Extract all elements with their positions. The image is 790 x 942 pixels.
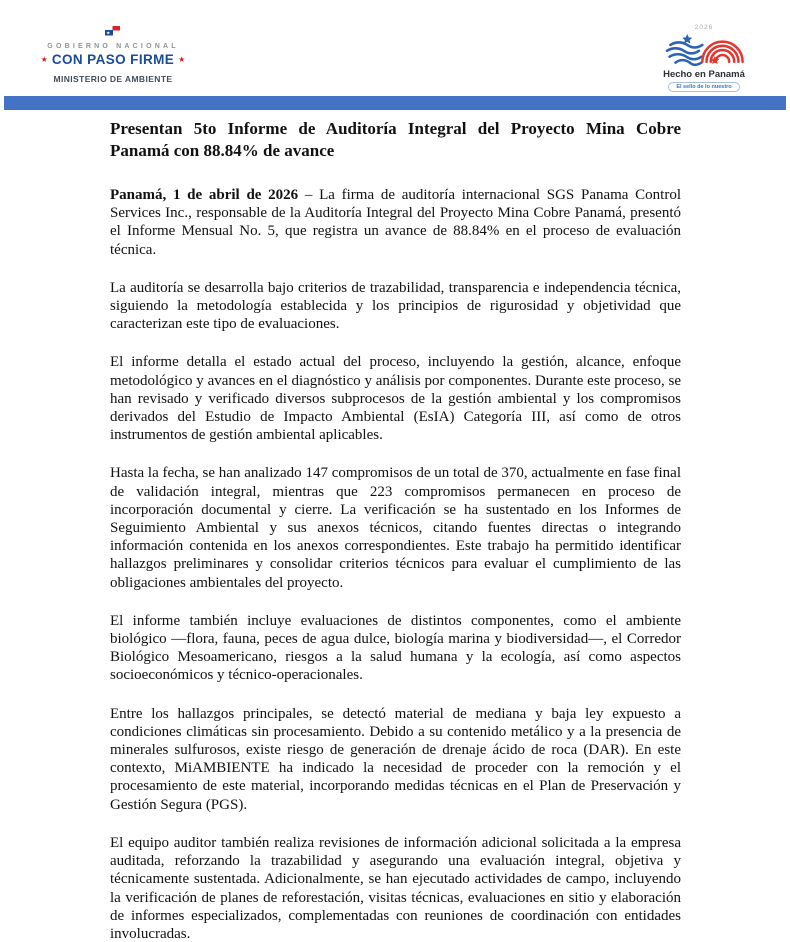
hecho-year-label: 2026 bbox=[694, 24, 714, 31]
ministerio-ambiente-text: MINISTERIO DE AMBIENTE bbox=[53, 74, 173, 84]
hecho-tagline-badge: El sello de lo nuestro bbox=[668, 82, 739, 92]
document-body bbox=[110, 118, 681, 942]
star-icon: ★ bbox=[178, 54, 186, 64]
gobierno-nacional-text: GOBIERNO NACIONAL bbox=[47, 43, 179, 50]
hecho-en-panama-logo bbox=[652, 24, 756, 92]
star-icon: ★ bbox=[40, 54, 48, 64]
hecho-en-panama-label: Hecho en Panamá bbox=[663, 69, 745, 80]
body-paragraph: El informe detalla el estado actual del proceso, incluyendo la gestión, alcance, enfoque metodológico y avances en el diagnóstico y análisis por componentes. Durante este proceso, se han revisado y verificado diversos subprocesos de la gestión ambiental y los compromisos derivados del Estudio de Impacto Ambiental (EsIA) Categoría III, así como de otros instrumentos de gestión ambiental aplicables. bbox=[110, 354, 681, 444]
con-paso-firme-text bbox=[41, 52, 186, 67]
header-divider-bar bbox=[4, 96, 786, 110]
panama-flag-icon bbox=[105, 26, 121, 37]
dateline: Panamá, 1 de abril de 2026 bbox=[110, 187, 299, 203]
paragraph-text: – La firma de auditoría internacional SGS Panama Control Services Inc., responsable de la Auditoría Integral del Proyecto Mina Cobre Panamá, presentó el Informe Mensual No. 5, que registra un avance de 88.84% en el proceso de evaluación técnica. bbox=[110, 187, 682, 258]
body-paragraph: La auditoría se desarrolla bajo criterios de trazabilidad, transparencia e independencia técnica, siguiendo la metodología establecida y los principios de rigurosidad y objetividad que caracterizan este tipo de evaluaciones. bbox=[110, 279, 681, 333]
body-paragraph: El equipo auditor también realiza revisiones de información adicional solicitada a la empresa auditada, reforzando la trazabilidad y asegurando una evaluación integral, objetiva y técnicamente sustentada. Adicionalmente, se han ejecutado actividades de campo, incluyendo la verificación de planes de reforestación, visitas técnicas, evaluaciones en sitio y elaboración de informes especializados, complementadas con reuniones de coordinación con entidades involucradas. bbox=[110, 834, 681, 942]
gobierno-nacional-logo bbox=[40, 26, 186, 84]
body-paragraph: Hasta la fecha, se han analizado 147 compromisos de un total de 370, actualmente en fase final de validación integral, mientras que 223 compromisos permanecen en proceso de incorporación documental y cierre. La verificación se ha sustentado en los Informes de Seguimiento Ambiental y sus anexos técnicos, citando fuentes directas o integrando información contenida en los anexos correspondientes. Este trabajo ha permitido identificar hallazgos preliminares y consolidar criterios técnicos para evaluar el cumplimiento de las obligaciones ambientales del proyecto. bbox=[110, 465, 681, 591]
page-title: Presentan 5to Informe de Auditoría Integral del Proyecto Mina Cobre Panamá con 88.84% de avance bbox=[110, 119, 681, 160]
body-paragraph: Entre los hallazgos principales, se detectó material de mediana y baja ley expuesto a condiciones climáticas sin procesamiento. Debido a su contenido metálico y a la presencia de minerales sulfurosos, existe riesgo de generación de drenaje ácido de roca (DAR). En este contexto, MiAMBIENTE ha indicado la necesidad de proceder con la remoción y el procesamiento de este material, incorporando medidas técnicas en el Plan de Preservación y Gestión Segura (PGS). bbox=[110, 705, 681, 813]
body-paragraph: El informe también incluye evaluaciones de distintos componentes, como el ambiente biológico —flora, fauna, peces de agua dulce, biología marina y biodiversidad—, el Corredor Biológico Mesoamericano, riesgos a la salud humana y la ecología, así como aspectos socioeconómicos y técnico-operacionales. bbox=[110, 612, 681, 684]
hecho-en-panama-flag-icon bbox=[662, 33, 746, 67]
body-paragraph bbox=[110, 186, 681, 259]
con-paso-firme-label: CON PASO FIRME bbox=[51, 52, 175, 67]
